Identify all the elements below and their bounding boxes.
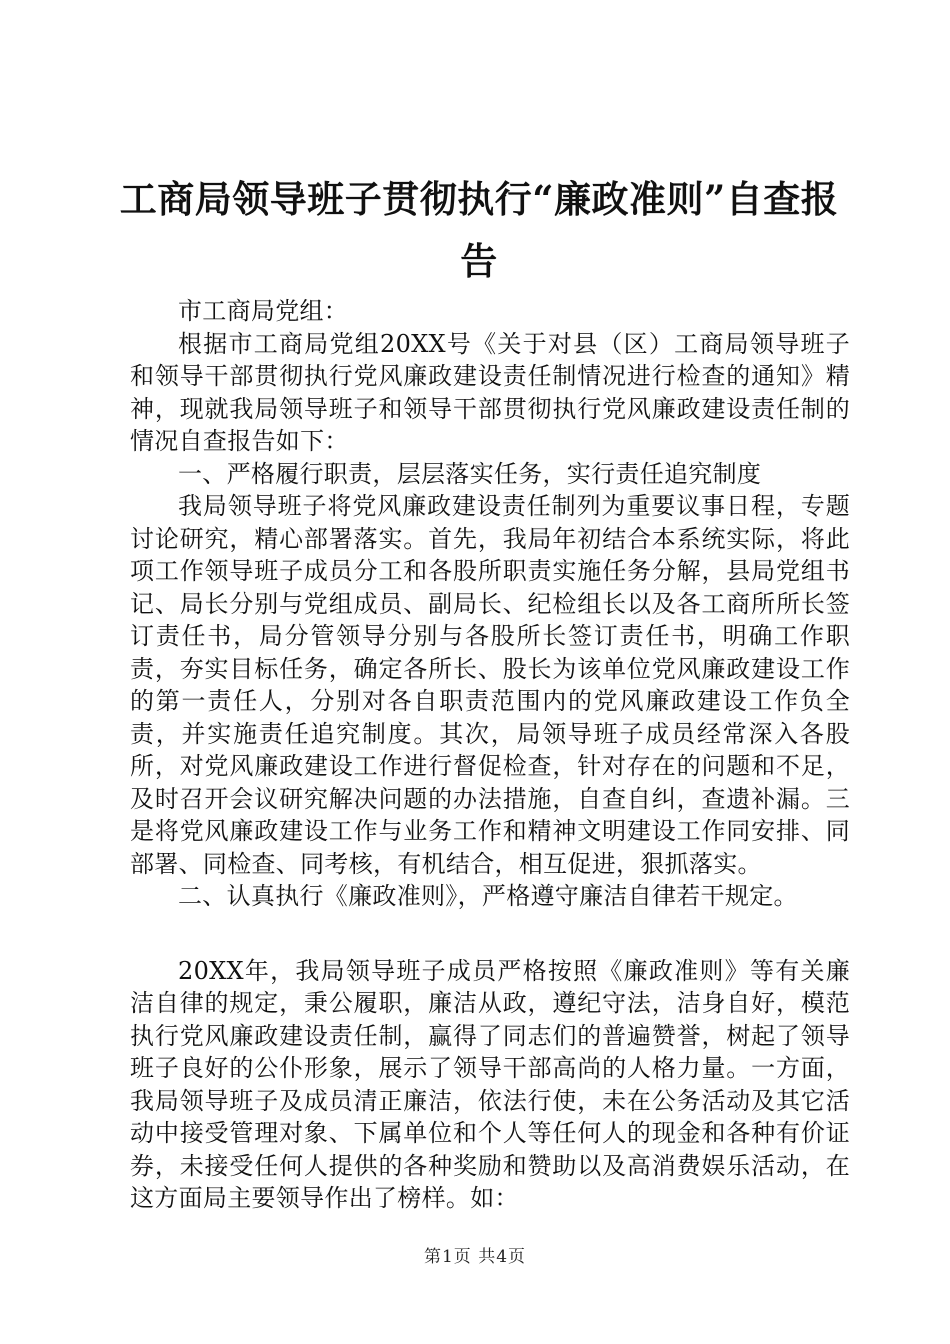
salutation: 市工商局党组：	[178, 297, 349, 325]
body-paragraph: 20XX年，我局领导班子成员严格按照《廉政准则》等有关廉洁自律的规定，秉公履职，廉洁从政，遵纪守法，洁身自好，模范执行党风廉政建设责任制，赢得了同志们的普遍赞誉，树起了领导班子良好的公仆形象，展示了领导干部高尚的人格力量。一方面，我局领导班子及成员清正廉洁，依法行使，未在公务活动及其它活动中接受管理对象、下属单位和个人等任何人的现金和各种有价证券，未接受任何人提供的各种奖励和赞助以及高消费娱乐活动，在这方面局主要领导作出了榜样。如：	[130, 956, 850, 1212]
document-body	[130, 295, 850, 1215]
section-heading-1: 一、严格履行职责，层层落实任务，实行责任追究制度	[178, 459, 762, 488]
body-paragraph: 我局领导班子将党风廉政建设责任制列为重要议事日程，专题讨论研究，精心部署落实。首先，我局年初结合本系统实际，将此项工作领导班子成员分工和各股所职责实施任务分解，县局党组书记、局长分别与党组成员、副局长、纪检组长以及各工商所所长签订责任书，局分管领导分别与各股所长签订责任书，明确工作职责，夯实目标任务，确定各所长、股长为该单位党风廉政建设工作的第一责任人，分别对各自职责范围内的党风廉政建设工作负全责，并实施责任追究制度。其次，局领导班子成员经常深入各股所，对党风廉政建设工作进行督促检查，针对存在的问题和不足，及时召开会议研究解决问题的办法措施，自查自纠，查遗补漏。三是将党风廉政建设工作与业务工作和精神文明建设工作同安排、同部署、同检查、同考核，有机结合，相互促进，狠抓落实。	[130, 492, 850, 878]
body-paragraph: 根据市工商局党组20XX号《关于对县（区）工商局领导班子和领导干部贯彻执行党风廉政建设责任制情况进行检查的通知》精神，现就我局领导班子和领导干部贯彻执行党风廉政建设责任制的情况自查报告如下：	[130, 329, 850, 455]
page-footer: 第1页 共4页	[423, 1247, 527, 1267]
paragraph-spacer	[130, 913, 850, 955]
document-title: 工商局领导班子贯彻执行“廉政准则”自查报告	[119, 177, 839, 283]
section-heading-2: 二、认真执行《廉政准则》，严格遵守廉洁自律若干规定。	[178, 882, 798, 910]
